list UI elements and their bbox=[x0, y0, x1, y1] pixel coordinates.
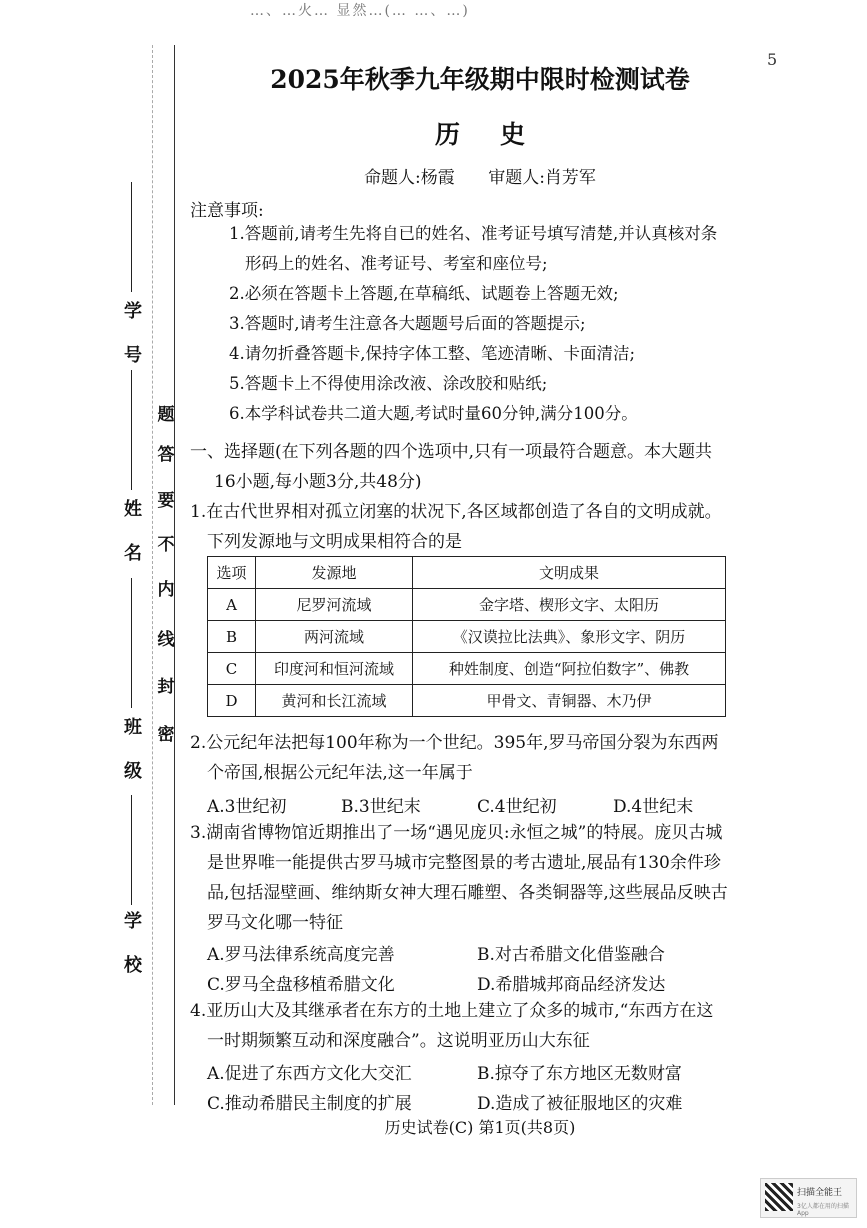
table-header: 选项 bbox=[208, 557, 256, 589]
q4-option-d: D.造成了被征服地区的灾难 bbox=[477, 1094, 683, 1114]
binding-dashed-line bbox=[152, 45, 153, 1105]
table-row bbox=[208, 653, 726, 685]
authors-line bbox=[190, 163, 770, 188]
notice-item: 3.答题时,请考生注意各大题题号后面的答题提示; bbox=[229, 314, 586, 333]
scan-badge-title: 扫描全能王 bbox=[797, 1188, 843, 1198]
q4-option-c: C.推动希腊民主制度的扩展 bbox=[207, 1094, 412, 1114]
table-cell: 两河流域 bbox=[256, 621, 413, 653]
table-header: 发源地 bbox=[256, 557, 413, 589]
table-header: 文明成果 bbox=[413, 557, 726, 589]
notice-item: 2.必须在答题卡上答题,在草稿纸、试题卷上答题无效; bbox=[229, 284, 619, 303]
reviewer: 审题人:肖芳军 bbox=[488, 168, 596, 188]
banji-fill-line bbox=[131, 578, 132, 708]
table-cell: 《汉谟拉比法典》、象形文字、阴历 bbox=[413, 621, 726, 653]
q1-table bbox=[207, 556, 726, 717]
question-3: 3.湖南省博物馆近期推出了一场“遇见庞贝:永恒之城”的特展。庞贝古城 是世界唯一能提供古罗马城市完整图景的考古遗址,展品有130余件珍 品,包括湿壁画、维纳斯女神大理石雕塑、各类铜器等,这些展品反映古 罗马文化哪一特征 bbox=[190, 823, 728, 933]
q2-option-d: D.4世纪末 bbox=[613, 797, 694, 817]
table-cell: 种姓制度、创造“阿拉伯数字”、佛教 bbox=[413, 653, 726, 685]
seal-char: 线 bbox=[157, 630, 175, 650]
table-cell: B bbox=[208, 621, 256, 653]
seal-char: 要 bbox=[157, 491, 175, 511]
subject-title: 历史 bbox=[434, 120, 565, 149]
table-row bbox=[208, 589, 726, 621]
table-cell: 甲骨文、青铜器、木乃伊 bbox=[413, 685, 726, 717]
seal-char: 答 bbox=[157, 445, 175, 465]
question-1: 1.在古代世界相对孤立闭塞的状况下,各区域都创造了各自的文明成就。 下列发源地与文明成果相符合的是 bbox=[190, 502, 722, 552]
table-cell: 金字塔、楔形文字、太阳历 bbox=[413, 589, 726, 621]
q3-option-c: C.罗马全盘移植希腊文化 bbox=[207, 975, 395, 995]
table-cell: A bbox=[208, 589, 256, 621]
table-cell: D bbox=[208, 685, 256, 717]
notice-heading: 注意事项: bbox=[190, 201, 264, 221]
scan-badge-sub: 3亿人都在用的扫描App bbox=[797, 1203, 849, 1217]
seal-char: 封 bbox=[157, 677, 175, 697]
q2-option-c: C.4世纪初 bbox=[477, 797, 557, 817]
notice-item: 6.本学科试卷共二道大题,考试时量60分钟,满分100分。 bbox=[229, 404, 638, 423]
q3-option-d: D.希腊城邦商品经济发达 bbox=[477, 975, 666, 995]
seal-char: 题 bbox=[157, 405, 175, 425]
side-label-banji: 班 级 bbox=[124, 717, 142, 782]
seal-char: 不 bbox=[157, 535, 175, 555]
side-label-xuehao: 学 号 bbox=[124, 301, 142, 366]
table-cell: 黄河和长江流域 bbox=[256, 685, 413, 717]
xuexiao-fill-line bbox=[131, 795, 132, 905]
side-label-xuexiao: 学 校 bbox=[124, 911, 142, 976]
table-row bbox=[208, 685, 726, 717]
xuehao-fill-line bbox=[131, 182, 132, 292]
question-4: 4.亚历山大及其继承者在东方的土地上建立了众多的城市,“东西方在这 一时期频繁互动和深度融合”。这说明亚历山大东征 bbox=[190, 1001, 714, 1051]
q3-option-b: B.对古希腊文化借鉴融合 bbox=[477, 945, 665, 965]
top-faint-text: …、…火… 显然…(… …、…) bbox=[250, 3, 470, 19]
q4-option-b: B.掠夺了东方地区无数财富 bbox=[477, 1064, 682, 1084]
xingming-fill-line bbox=[131, 370, 132, 490]
q2-option-b: B.3世纪末 bbox=[341, 797, 421, 817]
notice-item: 5.答题卡上不得使用涂改液、涂改胶和贴纸; bbox=[229, 374, 548, 393]
table-cell: 尼罗河流域 bbox=[256, 589, 413, 621]
side-label-xingming: 姓 名 bbox=[124, 499, 142, 564]
table-row bbox=[208, 621, 726, 653]
page-footer: 历史试卷(C) 第1页(共8页) bbox=[384, 1118, 576, 1137]
seal-char: 密 bbox=[157, 725, 175, 745]
q2-option-a: A.3世纪初 bbox=[207, 797, 287, 817]
q3-option-a: A.罗马法律系统高度完善 bbox=[207, 945, 395, 965]
table-cell: C bbox=[208, 653, 256, 685]
notice-item: 1.答题前,请考生先将自已的姓名、准考证号填写清楚,并认真核对条 bbox=[229, 224, 718, 243]
section-heading: 一、选择题(在下列各题的四个选项中,只有一项最符合题意。本大题共 16小题,每小题3分,共48分) bbox=[190, 442, 713, 492]
table-cell: 印度河和恒河流域 bbox=[256, 653, 413, 685]
notice-item: 形码上的姓名、准考证号、考室和座位号; bbox=[245, 254, 548, 273]
notice-item: 4.请勿折叠答题卡,保持字体工整、笔迹清晰、卡面清洁; bbox=[229, 344, 636, 363]
seal-char: 内 bbox=[157, 580, 175, 600]
question-2: 2.公元纪年法把每100年称为一个世纪。395年,罗马帝国分裂为东西两 个帝国,根据公元纪年法,这一年属于 bbox=[190, 733, 719, 783]
setter: 命题人:杨霞 bbox=[364, 168, 455, 188]
qr-code-icon bbox=[765, 1183, 793, 1211]
page-mark: 5 bbox=[767, 50, 778, 69]
table-header-row bbox=[208, 557, 726, 589]
q4-option-a: A.促进了东西方文化大交汇 bbox=[207, 1064, 412, 1084]
exam-title: 2025年秋季九年级期中限时检测试卷 bbox=[270, 65, 690, 94]
scan-app-badge bbox=[760, 1178, 857, 1218]
